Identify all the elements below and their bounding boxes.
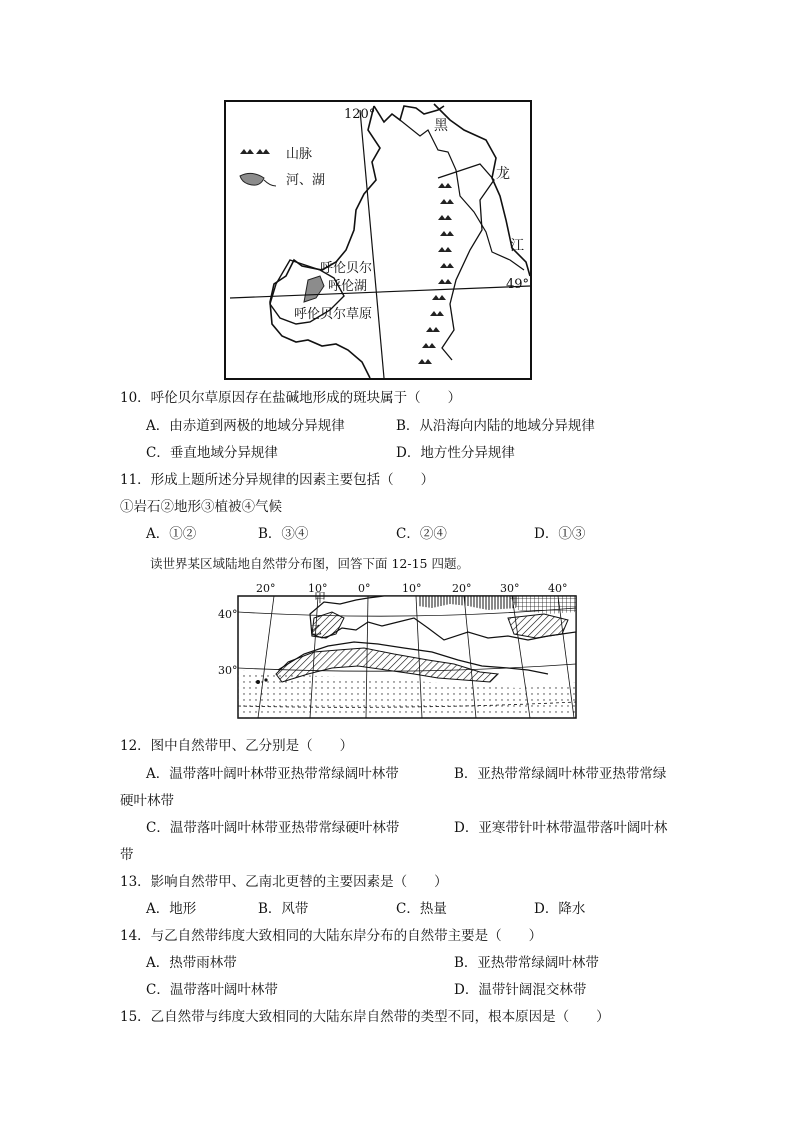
island bbox=[264, 678, 267, 681]
q10-option-a[interactable]: A．由赤道到两极的地域分异规律 bbox=[146, 418, 345, 434]
zone-yi-label: 乙 bbox=[310, 623, 323, 637]
place-grassland: 呼伦贝尔草原 bbox=[294, 307, 373, 322]
zone-jia-label: 甲 bbox=[314, 591, 327, 605]
q13-option-c[interactable]: C．热量 bbox=[396, 901, 447, 917]
q12-option-d-cont: 带 bbox=[120, 847, 134, 863]
q11-option-c[interactable]: C．②④ bbox=[396, 526, 447, 542]
q15-stem: 15．乙自然带与纬度大致相同的大陆东岸自然带的类型不同，根本原因是（ ） bbox=[120, 1009, 610, 1025]
anatolia-zone bbox=[508, 614, 568, 638]
q13-option-b[interactable]: B．风带 bbox=[258, 901, 309, 917]
q12-stem: 12．图中自然带甲、乙分别是（ ） bbox=[120, 738, 354, 754]
q10-stem: 10．呼伦贝尔草原因存在盐碱地形成的斑块属于（ ） bbox=[120, 390, 462, 406]
q14-stem: 14．与乙自然带纬度大致相同的大陆东岸分布的自然带主要是（ ） bbox=[120, 928, 543, 944]
section-intro: 读世界某区域陆地自然带分布图，回答下面 12-15 四题。 bbox=[150, 556, 469, 571]
q10-option-d[interactable]: D．地方性分异规律 bbox=[396, 445, 515, 461]
q13-option-a[interactable]: A．地形 bbox=[146, 901, 197, 917]
lon-label-20w: 20° bbox=[256, 582, 276, 595]
river-char-3: 江 bbox=[510, 238, 524, 254]
legend-mountain: 山脉 bbox=[286, 147, 313, 162]
lon-label-0: 0° bbox=[358, 582, 371, 595]
river-char-1: 黑 bbox=[434, 118, 448, 134]
lat-label-30: 30° bbox=[218, 664, 238, 677]
map-frame bbox=[225, 101, 531, 379]
q12-option-d[interactable]: D．亚寒带针叶林带温带落叶阔叶林 bbox=[454, 820, 668, 836]
q14-option-c[interactable]: C．温带落叶阔叶林带 bbox=[146, 982, 278, 998]
q14-option-b[interactable]: B．亚热带常绿阔叶林带 bbox=[454, 955, 599, 971]
q12-option-c[interactable]: C．温带落叶阔叶林带亚热带常绿硬叶林带 bbox=[146, 820, 400, 836]
q13-option-d[interactable]: D．降水 bbox=[534, 901, 586, 917]
q11-option-a[interactable]: A．①② bbox=[146, 526, 197, 542]
q14-option-a[interactable]: A．热带雨林带 bbox=[146, 955, 237, 971]
q10-option-c[interactable]: C．垂直地域分异规律 bbox=[146, 445, 278, 461]
lon-label-20e: 20° bbox=[452, 582, 472, 595]
lon-label-10e: 10° bbox=[402, 582, 422, 595]
q14-option-d[interactable]: D．温带针阔混交林带 bbox=[454, 982, 587, 998]
q11-stem: 11．形成上题所述分异规律的因素主要包括（ ） bbox=[120, 472, 435, 488]
lon-label-40e: 40° bbox=[548, 582, 568, 595]
q11-option-d[interactable]: D．①③ bbox=[534, 526, 586, 542]
natural-zone-map bbox=[218, 578, 580, 722]
q13-stem: 13．影响自然带甲、乙南北更替的主要因素是（ ） bbox=[120, 874, 448, 890]
q12-option-b[interactable]: B．亚热带常绿阔叶林带亚热带常绿 bbox=[454, 766, 667, 782]
place-hulun-lake: 呼伦湖 bbox=[328, 279, 368, 294]
q10-option-b[interactable]: B．从沿海向内陆的地域分异规律 bbox=[396, 418, 595, 434]
q11-option-b[interactable]: B．③④ bbox=[258, 526, 309, 542]
q12-option-a[interactable]: A．温带落叶阔叶林带亚热带常绿阔叶林带 bbox=[146, 766, 399, 782]
island bbox=[256, 680, 260, 684]
lon-120-label: 120° bbox=[344, 107, 376, 122]
lon-label-30e: 30° bbox=[500, 582, 520, 595]
legend-river-lake: 河、湖 bbox=[286, 173, 326, 188]
place-hulunbuir: 呼伦贝尔 bbox=[320, 261, 373, 276]
q11-note: ①岩石②地形③植被④气候 bbox=[120, 499, 282, 515]
hulunbuir-map bbox=[224, 100, 532, 380]
q12-option-b-cont: 硬叶林带 bbox=[120, 793, 174, 809]
river-char-2: 龙 bbox=[496, 166, 510, 182]
lat-49-label: 49° bbox=[506, 277, 530, 292]
lon-label-10w: 10° bbox=[308, 582, 328, 595]
lat-label-40: 40° bbox=[218, 608, 238, 621]
